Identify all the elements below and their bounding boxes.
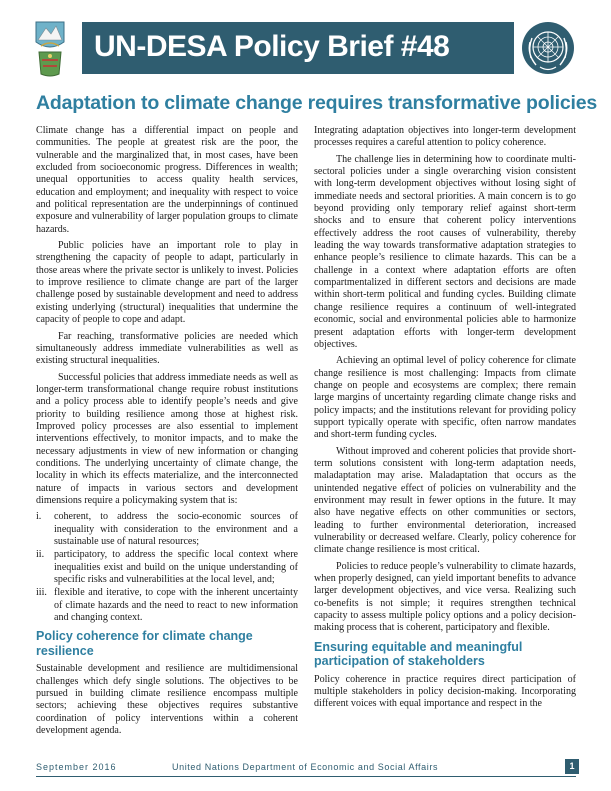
left-column	[36, 125, 298, 741]
paragraph: Without improved and coherent policies that provide short-term solutions consistent with long-term adaptation needs, maladaptation may arise. Maladaptation that occurs as the unintended negative effect of policies on vulnerability and the environment may result in fewer options in the future. It may also have negative effects on other communities or sectors, leading to further environmental deterioration, increased vulnerability or decreased welfare. Clearly, policy coherence for climate change resilience is most critical.	[314, 445, 576, 556]
paragraph: Successful policies that address immediate needs as well as longer-term transformational change require robust institutions and a policy process able to identify people’s needs and give priority to building resilience among those at highest risk. Improved policy processes are also essential to implement interventions effectively, to monitor impacts, and to make the necessary adjustments in view of new information or changing conditions. The underlying uncertainty of climate change, the locality in which its effects materialize, and the interconnected nature of impacts in various sectors and development dimensions require a policymaking system that is:	[36, 371, 298, 506]
title-banner	[82, 22, 514, 74]
page-number: 1	[565, 759, 579, 774]
paragraph: Sustainable development and resilience are multidimensional challenges which defy single solutions. The objectives to be pursued in building climate resilience encompass multiple sectors; achieving these objectives requires substantive coordination of policy interventions within a coherent development agenda.	[36, 663, 298, 737]
publication-date: September 2016	[36, 762, 117, 772]
requirements-list	[36, 511, 298, 624]
paragraph: Achieving an optimal level of policy coherence for climate change resilience is most challenging: Impacts from climate change on people and ecosystems are complex; there remain large margins of uncertainty regarding climate change risks and policy impacts; and the institutions relevant for providing policy support typically operate with specific, often narrow mandates and short-term funding cycles.	[314, 355, 576, 441]
article-headline: Adaptation to climate change requires transformative policies	[36, 92, 598, 114]
list-text: participatory, to address the specific local context where inequalities exist and build on the unique understanding of specific risks and vulnerabilities at the local level, and;	[54, 549, 298, 586]
united-nations-emblem-icon	[520, 20, 576, 76]
paragraph: Integrating adaptation objectives into longer-term development processes requires a careful attention to policy coherence.	[314, 125, 576, 149]
list-text: flexible and iterative, to cope with the inherent uncertainty of climate hazards and the need to react to new information and changing context.	[54, 587, 298, 624]
list-item	[36, 587, 298, 624]
paragraph: Far reaching, transformative policies are needed which simultaneously address immediate vulnerabilities as well as existing structural inequalities.	[36, 330, 298, 367]
section-heading: Policy coherence for climate change resilience	[36, 629, 253, 658]
list-number: ii.	[36, 549, 45, 561]
list-number: i.	[36, 511, 42, 523]
department-name: United Nations Department of Economic and Social Affairs	[172, 762, 439, 772]
list-number: iii.	[36, 587, 47, 599]
section-heading: Ensuring equitable and meaningful participation of stakeholders	[314, 639, 523, 669]
brief-title: UN-DESA Policy Brief #48	[94, 30, 450, 63]
list-text: coherent, to address the socio-economic sources of inequality with consideration to the environment and a sustainable use of natural resources;	[54, 511, 298, 547]
paragraph: Policy coherence in practice requires direct participation of multiple stakeholders in policy decision-making. Incorporating different voices with equal importance and respect in the	[314, 673, 576, 710]
right-column	[314, 125, 576, 715]
paragraph: Policies to reduce people’s vulnerability to climate hazards, when properly designed, can yield important benefits to advance larger development objectives, and vice versa. Realizing such co-benefits is not simple; it requires strengthen technical capacity to assess multiple policy options and a policy decision-making process that is coherent, participatory and flexible.	[314, 560, 576, 634]
list-item	[36, 511, 298, 548]
footer-divider	[36, 776, 576, 777]
paragraph: The challenge lies in determining how to coordinate multi-sectoral policies under a single overarching vision consistent with long-term development objectives without losing sight of immediate needs and sectoral priorities. A main concern is to go beyond providing only temporary relief against short-term shocks and to ensure that coherent policy interventions effectively address the root causes of vulnerability, thereby leading the way towards transformative adaptation strategies to enhance people’s resilience to climate hazards. This can be a challenge in a context where adaptation efforts are often compartmentalized in different sectors and decisions are made within short-term political and funding cycles. Building climate change resilience requires a continuum of well-integrated economic, social and environmental policies able to harmonize present adaptation efforts with longer-term development objectives.	[314, 153, 576, 350]
paragraph: Climate change has a differential impact on people and communities. The people at greatest risk are the poor, the vulnerable and the marginalized that, in most cases, have been excluded from socioeconomic progress. Differences in wealth; unequal opportunities to access quality health services, education and employment; and inequality with respect to voice and political representation are the underpinnings of continued exposure and vulnerability of larger population groups to climate hazards.	[36, 125, 298, 235]
list-item	[36, 549, 298, 586]
climate-mountain-seal-icon	[30, 16, 70, 80]
paragraph: Public policies have an important role to play in strengthening the capacity of people to adapt, particularly in those areas where the private sector is unlikely to invest. Policies to improve resilience to climate change are part of the larger challenge posed by sustainable development and need to address existing underlying (structural) inequalities that undermine the capacity of people to cope and adapt.	[36, 240, 298, 326]
